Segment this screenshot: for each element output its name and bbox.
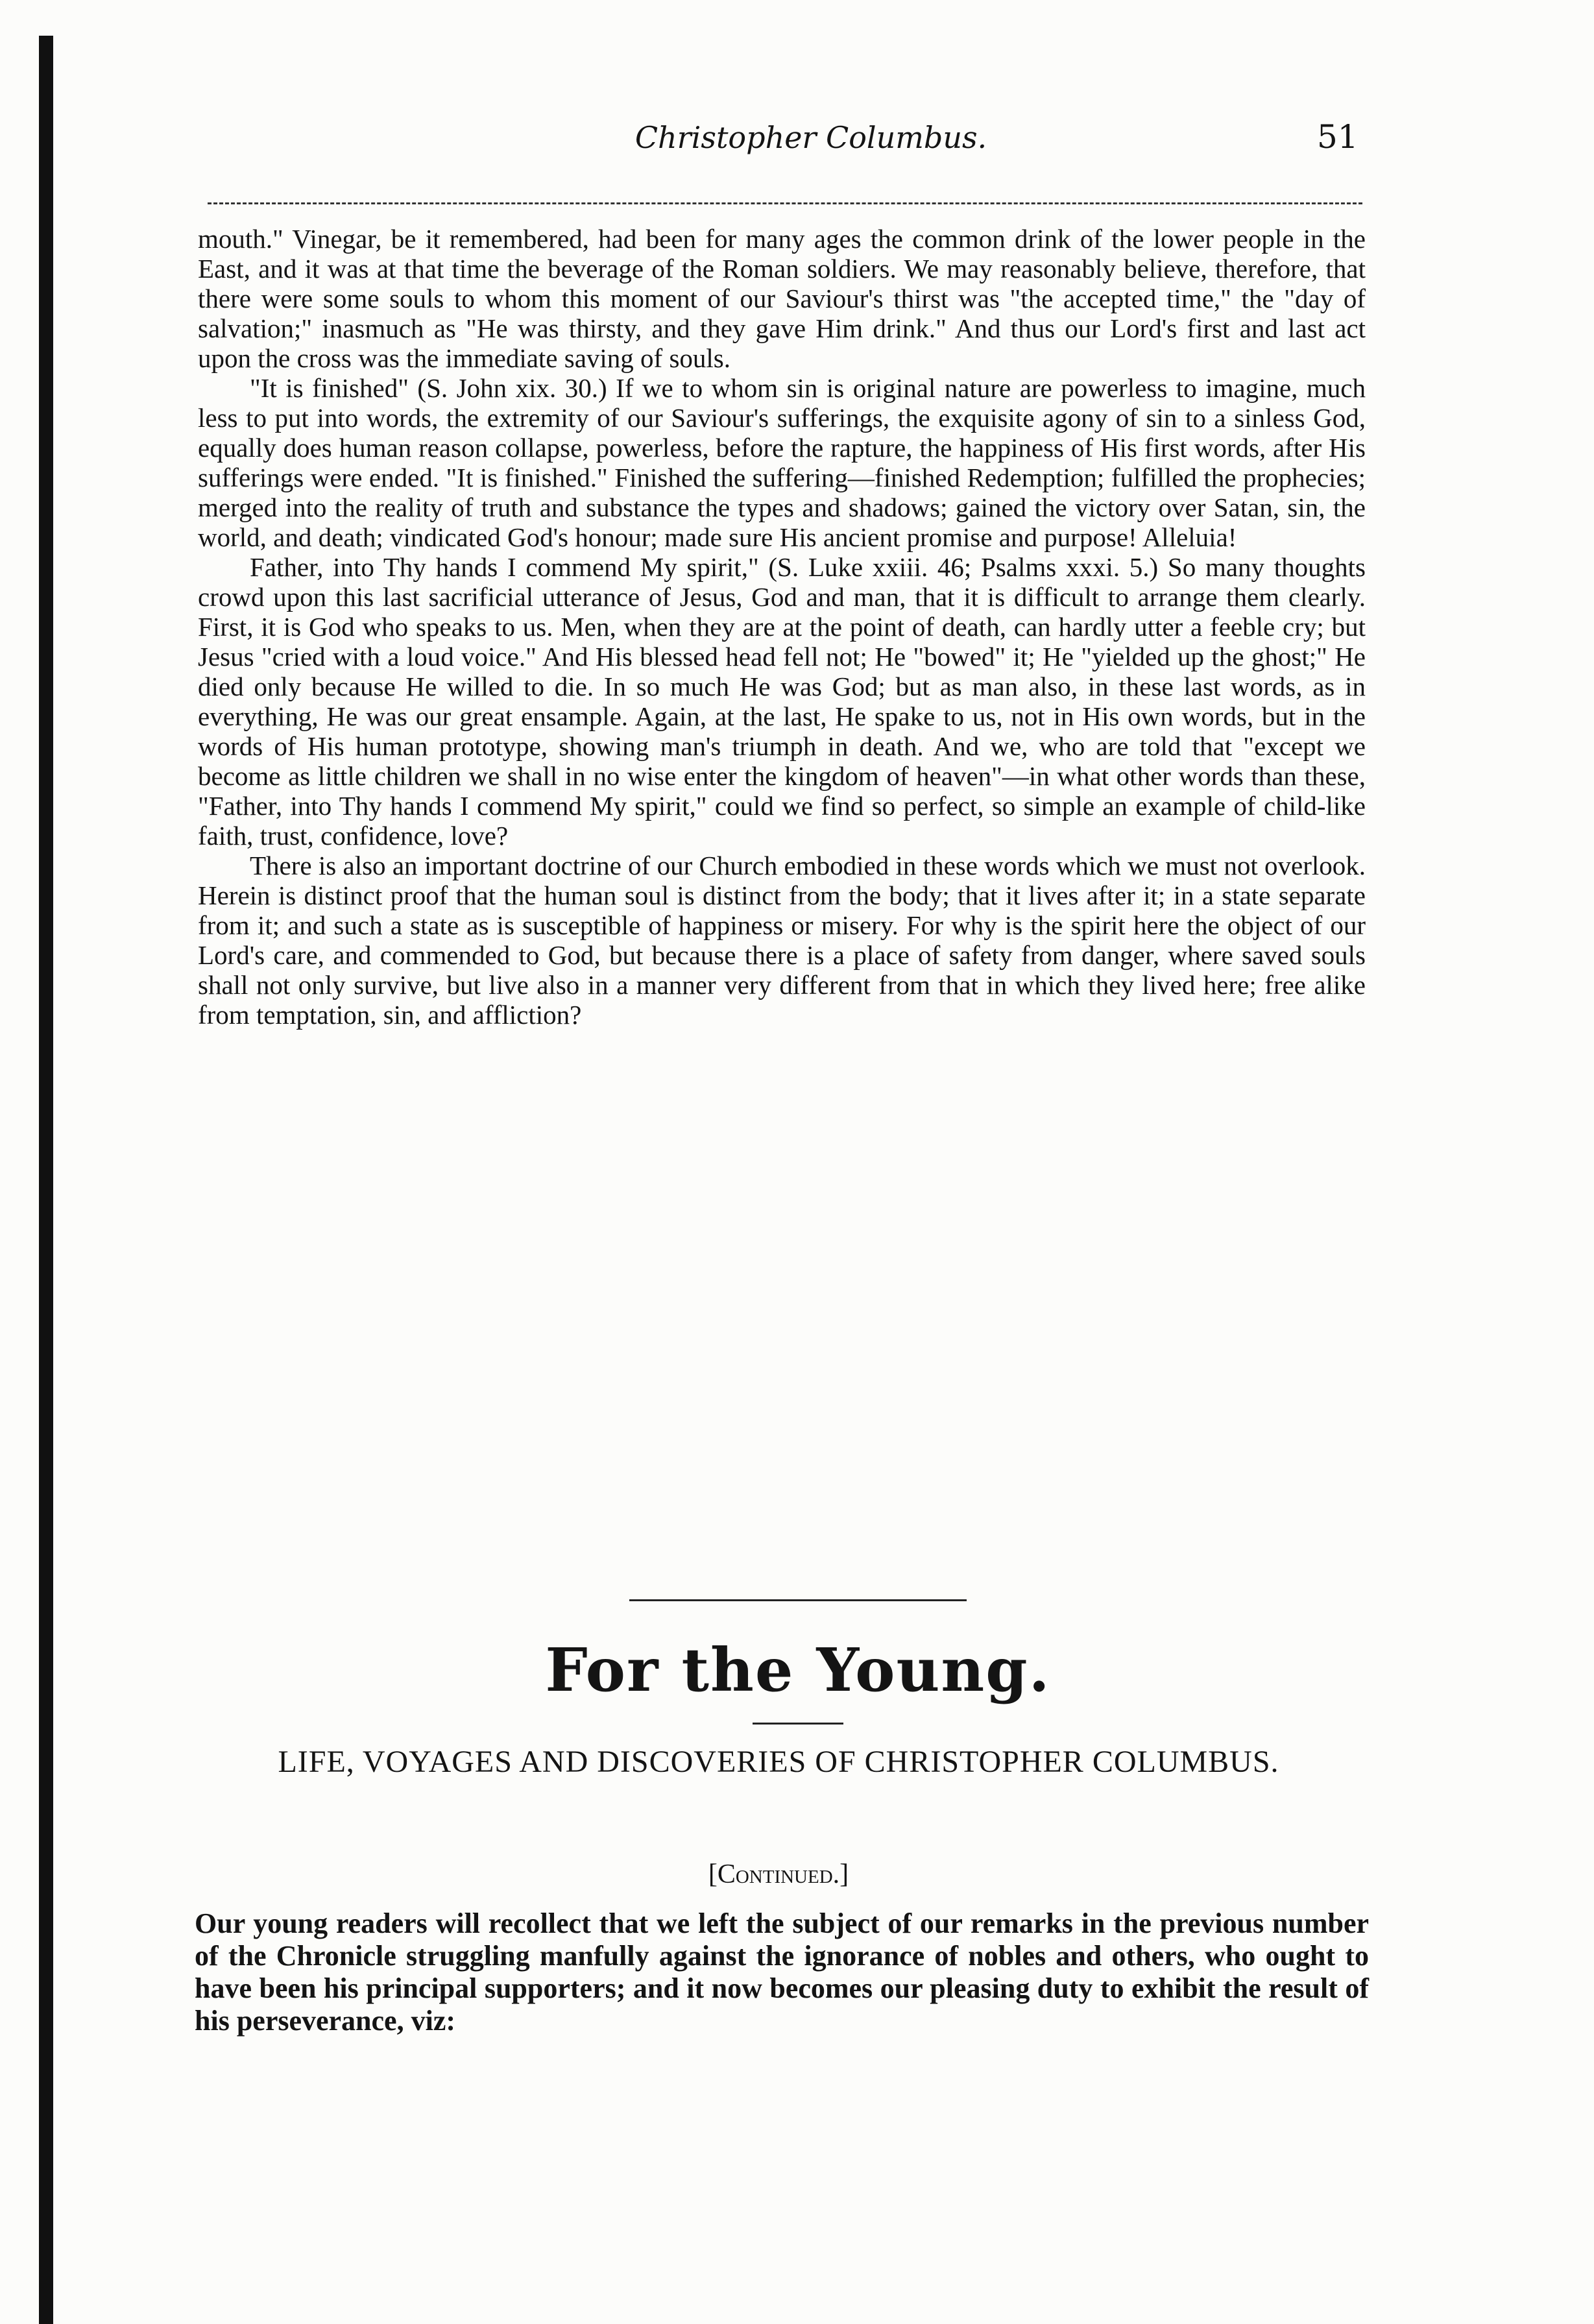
paragraph-vinegar: mouth." Vinegar, be it remembered, had been for many ages the common drink of the lower people in the East, and it was at that time the beverage of the Roman soldiers. We may reasonably believe, therefore, that there were some souls to whom this moment of our Saviour's thirst was "the accepted time," the "day of salvation;" inasmuch as "He was thirsty, and they gave Him drink." And thus our Lord's first and last act upon the cross was the immediate saving of souls.: [198, 224, 1366, 373]
page-number: 51: [1317, 118, 1359, 156]
paragraph-it-is-finished: "It is finished" (S. John xix. 30.) If we to whom sin is original nature are powerless to imagine, much less to put into words, the extremity of our Saviour's sufferings, the exquisite agony of sin to a sinless God, equally does human reason collapse, powerless, before the rapture, the happiness of His first words, after His sufferings were ended. "It is finished." Finished the suffering—finished Redemption; fulfilled the prophecies; merged into the reality of truth and substance the types and shadows; gained the victory over Satan, sin, the world, and death; vindicated God's honour; made sure His ancient promise and purpose! Alleluia!: [198, 373, 1366, 552]
book-binding-edge: [39, 36, 53, 2324]
paragraph-father-into-thy-hands: Father, into Thy hands I commend My spirit," (S. Luke xxiii. 46; Psalms xxxi. 5.) So many thoughts crowd upon this last sacrificial utterance of Jesus, God and man, that it is difficult to arrange them clearly. First, it is God who speaks to us. Men, when they are at the point of death, can hardly utter a feeble cry; but Jesus "cried with a loud voice." And His blessed head fell not; He "bowed" it; He "yielded up the ghost;" He died only because He willed to die. In so much He was God; but as man also, in these last words, as in everything, He was our great ensample. Again, at the last, He spake to us, not in His own words, but in the words of His human prototype, showing man's triumph in death. And we, who are told that "except we become as little children we shall in no wise enter the kingdom of heaven"—in what other words than these, "Father, into Thy hands I commend My spirit," could we find so perfect, so simple an example of child-like faith, trust, confidence, love?: [198, 552, 1366, 851]
heading-underline: [753, 1723, 843, 1725]
sermon-text: [198, 224, 1366, 1030]
section-divider: [629, 1599, 967, 1601]
continued-label: [Continued.]: [708, 1859, 849, 1889]
paragraph-doctrine: There is also an important doctrine of our Church embodied in these words which we must not overlook. Herein is distinct proof that the human soul is distinct from the body; that it lives after it; in a state separate from it; and such a state as is susceptible of happiness or misery. For why is the spirit here the object of our Lord's care, and commended to God, but because there is a place of safety from danger, where saved souls shall not only survive, but live also in a manner very different from that in which they lived here; free alike from temptation, sin, and affliction?: [198, 851, 1366, 1030]
intro-paragraph: Our young readers will recollect that we left the subject of our remarks in the previous number of the Chronicle struggling manfully against the ignorance of nobles and others, who ought to have been his principal supporters; and it now becomes our pleasing duty to exhibit the result of his perseverance, viz:: [195, 1907, 1369, 2037]
article-title: LIFE, VOYAGES AND DISCOVERIES OF CHRISTOPHER COLUMBUS.: [278, 1745, 1279, 1779]
section-heading: For the Young.: [545, 1635, 1051, 1705]
header-divider: [208, 202, 1362, 204]
article-intro: [195, 1907, 1369, 2037]
running-header-title: Christopher Columbus.: [634, 120, 987, 155]
